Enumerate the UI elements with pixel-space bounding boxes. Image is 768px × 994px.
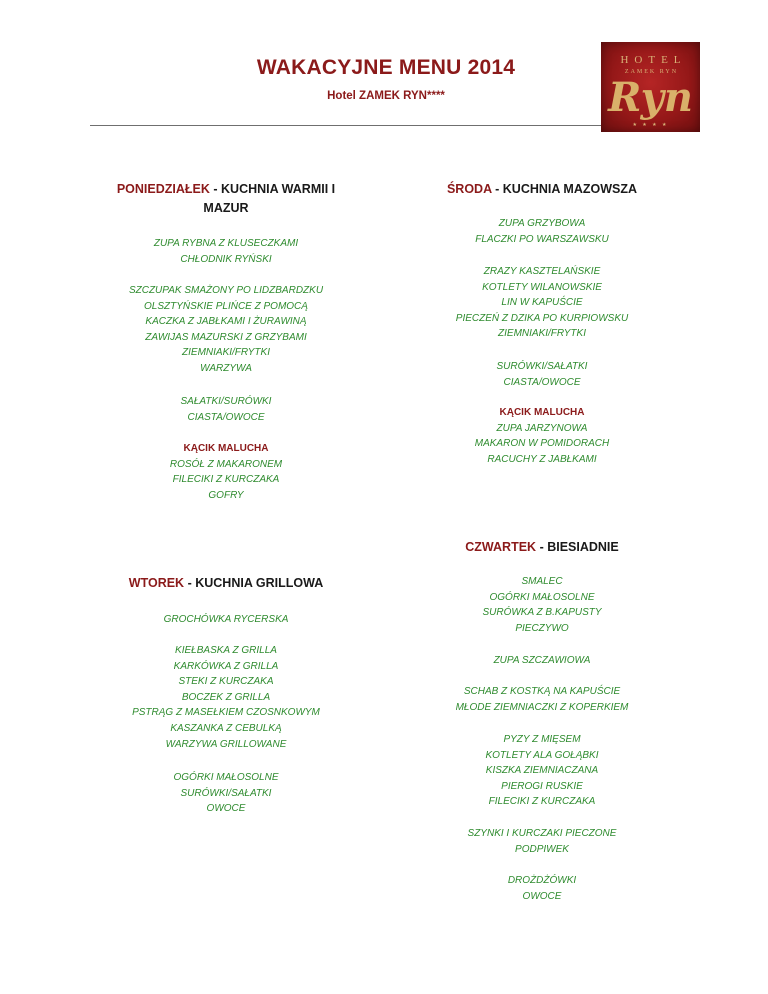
list-item: KASZANKA Z CEBULKĄ bbox=[170, 722, 282, 734]
tuesday-soups bbox=[96, 612, 356, 628]
list-item: PSTRĄG Z MASEŁKIEM CZOSNKOWYM bbox=[132, 707, 320, 719]
list-item: DROŻDŻÓWKI bbox=[507, 875, 577, 886]
list-item: SZCZUPAK SMAŻONY PO LIDZBARDZKU bbox=[128, 285, 324, 296]
list-item: PIEROGI RUSKIE bbox=[501, 780, 583, 792]
tuesday-heading bbox=[96, 574, 356, 593]
list-item: CIASTA/OWOCE bbox=[503, 376, 581, 388]
list-item: LIN W KAPUŚCIE bbox=[501, 297, 583, 309]
list-item: OWOCE bbox=[206, 803, 246, 815]
list-item: SURÓWKI/SAŁATKI bbox=[180, 787, 272, 799]
list-item: ZUPA GRZYBOWA bbox=[498, 218, 586, 229]
monday-kids-title: KĄCIK MALUCHA bbox=[183, 443, 269, 454]
list-item: PYZY Z MIĘSEM bbox=[503, 734, 581, 745]
list-item: CIASTA/OWOCE bbox=[187, 411, 265, 423]
tuesday-sides bbox=[96, 770, 356, 817]
monday-day-label: PONIEDZIAŁEK bbox=[116, 182, 210, 196]
thursday-heading bbox=[414, 538, 670, 557]
thursday-section bbox=[414, 0, 670, 994]
list-item: KOTLETY WILANOWSKIE bbox=[482, 281, 602, 293]
list-item: FILECIKI Z KURCZAKA bbox=[488, 796, 596, 808]
list-item: GROCHÓWKA RYCERSKA bbox=[163, 614, 289, 625]
wednesday-separator: - bbox=[495, 182, 503, 196]
logo-hotel-text: HOTEL bbox=[620, 54, 687, 66]
list-item: ZUPA JARZYNOWA bbox=[496, 422, 588, 434]
list-item: ZRAZY KASZTELAŃSKIE bbox=[483, 266, 601, 277]
list-item: ZIEMNIAKI/FRYTKI bbox=[182, 347, 270, 359]
logo-stars: ★ ★ ★ ★ bbox=[632, 122, 669, 128]
list-item: SURÓWKI/SAŁATKI bbox=[496, 361, 588, 372]
tuesday-cuisine-label: KUCHNIA GRILLOWA bbox=[195, 576, 324, 590]
tuesday-separator: - bbox=[187, 576, 196, 590]
list-item: ZUPA RYBNA Z KLUSECZKAMI bbox=[153, 238, 299, 249]
list-item: KOTLETY ALA GOŁĄBKI bbox=[485, 749, 599, 761]
monday-cuisine-label: KUCHNIA WARMII I MAZUR bbox=[203, 182, 336, 215]
list-item: SZYNKI I KURCZAKI PIECZONE bbox=[467, 828, 617, 839]
list-item: OLSZTYŃSKIE PLIŃCE Z POMOCĄ bbox=[144, 300, 308, 312]
list-item: ZAWIJAS MAZURSKI Z GRZYBAMI bbox=[145, 331, 307, 343]
hotel-subtitle: Hotel ZAMEK RYN**** bbox=[327, 90, 445, 102]
wednesday-cuisine-label: KUCHNIA MAZOWSZA bbox=[502, 182, 638, 196]
list-item: FLACZKI PO WARSZAWSKU bbox=[475, 233, 609, 245]
thursday-mains-2 bbox=[414, 732, 670, 810]
list-item: ROSÓŁ Z MAKARONEM bbox=[169, 458, 283, 470]
list-item: SCHAB Z KOSTKĄ NA KAPUŚCIE bbox=[463, 686, 621, 697]
list-item: OWOCE bbox=[522, 890, 562, 902]
list-item: WARZYWA GRILLOWANE bbox=[165, 738, 287, 750]
list-item: OGÓRKI MAŁOSOLNE bbox=[173, 772, 279, 783]
list-item: ZUPA SZCZAWIOWA bbox=[493, 655, 591, 666]
list-item: GOFRY bbox=[208, 489, 244, 501]
list-item: MŁODE ZIEMNIACZKI Z KOPERKIEM bbox=[455, 701, 629, 713]
thursday-desserts bbox=[414, 873, 670, 904]
list-item: CHŁODNIK RYŃSKI bbox=[180, 253, 272, 265]
monday-separator: - bbox=[213, 182, 222, 196]
tuesday-section bbox=[96, 0, 356, 994]
thursday-mains-1 bbox=[414, 684, 670, 715]
list-item: KACZKA Z JABŁKAMI I ŻURAWINĄ bbox=[145, 316, 307, 328]
list-item: PIECZYWO bbox=[515, 622, 569, 634]
thursday-soup bbox=[414, 653, 670, 669]
list-item: STEKI Z KURCZAKA bbox=[178, 676, 274, 688]
list-item: SMALEC bbox=[521, 576, 563, 587]
wednesday-kids-title: KĄCIK MALUCHA bbox=[499, 407, 585, 418]
list-item: KIEŁBASKA Z GRILLA bbox=[175, 645, 277, 656]
list-item: ZIEMNIAKI/FRYTKI bbox=[498, 328, 586, 340]
tuesday-mains bbox=[96, 643, 356, 752]
list-item: PIECZEŃ Z DZIKA PO KURPIOWSKU bbox=[455, 312, 629, 324]
list-item: KISZKA ZIEMNIACZANA bbox=[485, 765, 599, 777]
list-item: OGÓRKI MAŁOSOLNE bbox=[489, 591, 595, 603]
logo-zamek-text: ZAMEK RYN bbox=[624, 69, 679, 75]
thursday-grill bbox=[414, 826, 670, 857]
list-item: SURÓWKA Z B.KAPUSTY bbox=[482, 607, 602, 619]
thursday-day-label: CZWARTEK bbox=[465, 540, 537, 554]
list-item: SAŁATKI/SURÓWKI bbox=[180, 396, 272, 407]
thursday-separator: - bbox=[539, 540, 548, 554]
list-item: MAKARON W POMIDORACH bbox=[474, 438, 610, 450]
wednesday-day-label: ŚRODA bbox=[446, 182, 492, 196]
tuesday-day-label: WTOREK bbox=[128, 576, 185, 590]
list-item: PODPIWEK bbox=[515, 843, 569, 855]
list-item: FILECIKI Z KURCZAKA bbox=[172, 474, 280, 486]
list-item: BOCZEK Z GRILLA bbox=[181, 691, 271, 703]
list-item: RACUCHY Z JABŁKAMI bbox=[487, 453, 597, 465]
thursday-cuisine-label: BIESIADNIE bbox=[547, 540, 619, 554]
list-item: WARZYWA bbox=[200, 362, 252, 374]
menu-title: WAKACYJNE MENU 2014 bbox=[256, 56, 516, 79]
list-item: KARKÓWKA Z GRILLA bbox=[173, 660, 279, 672]
thursday-starters bbox=[414, 574, 670, 636]
logo-ryn-text: Ryn bbox=[608, 74, 693, 121]
